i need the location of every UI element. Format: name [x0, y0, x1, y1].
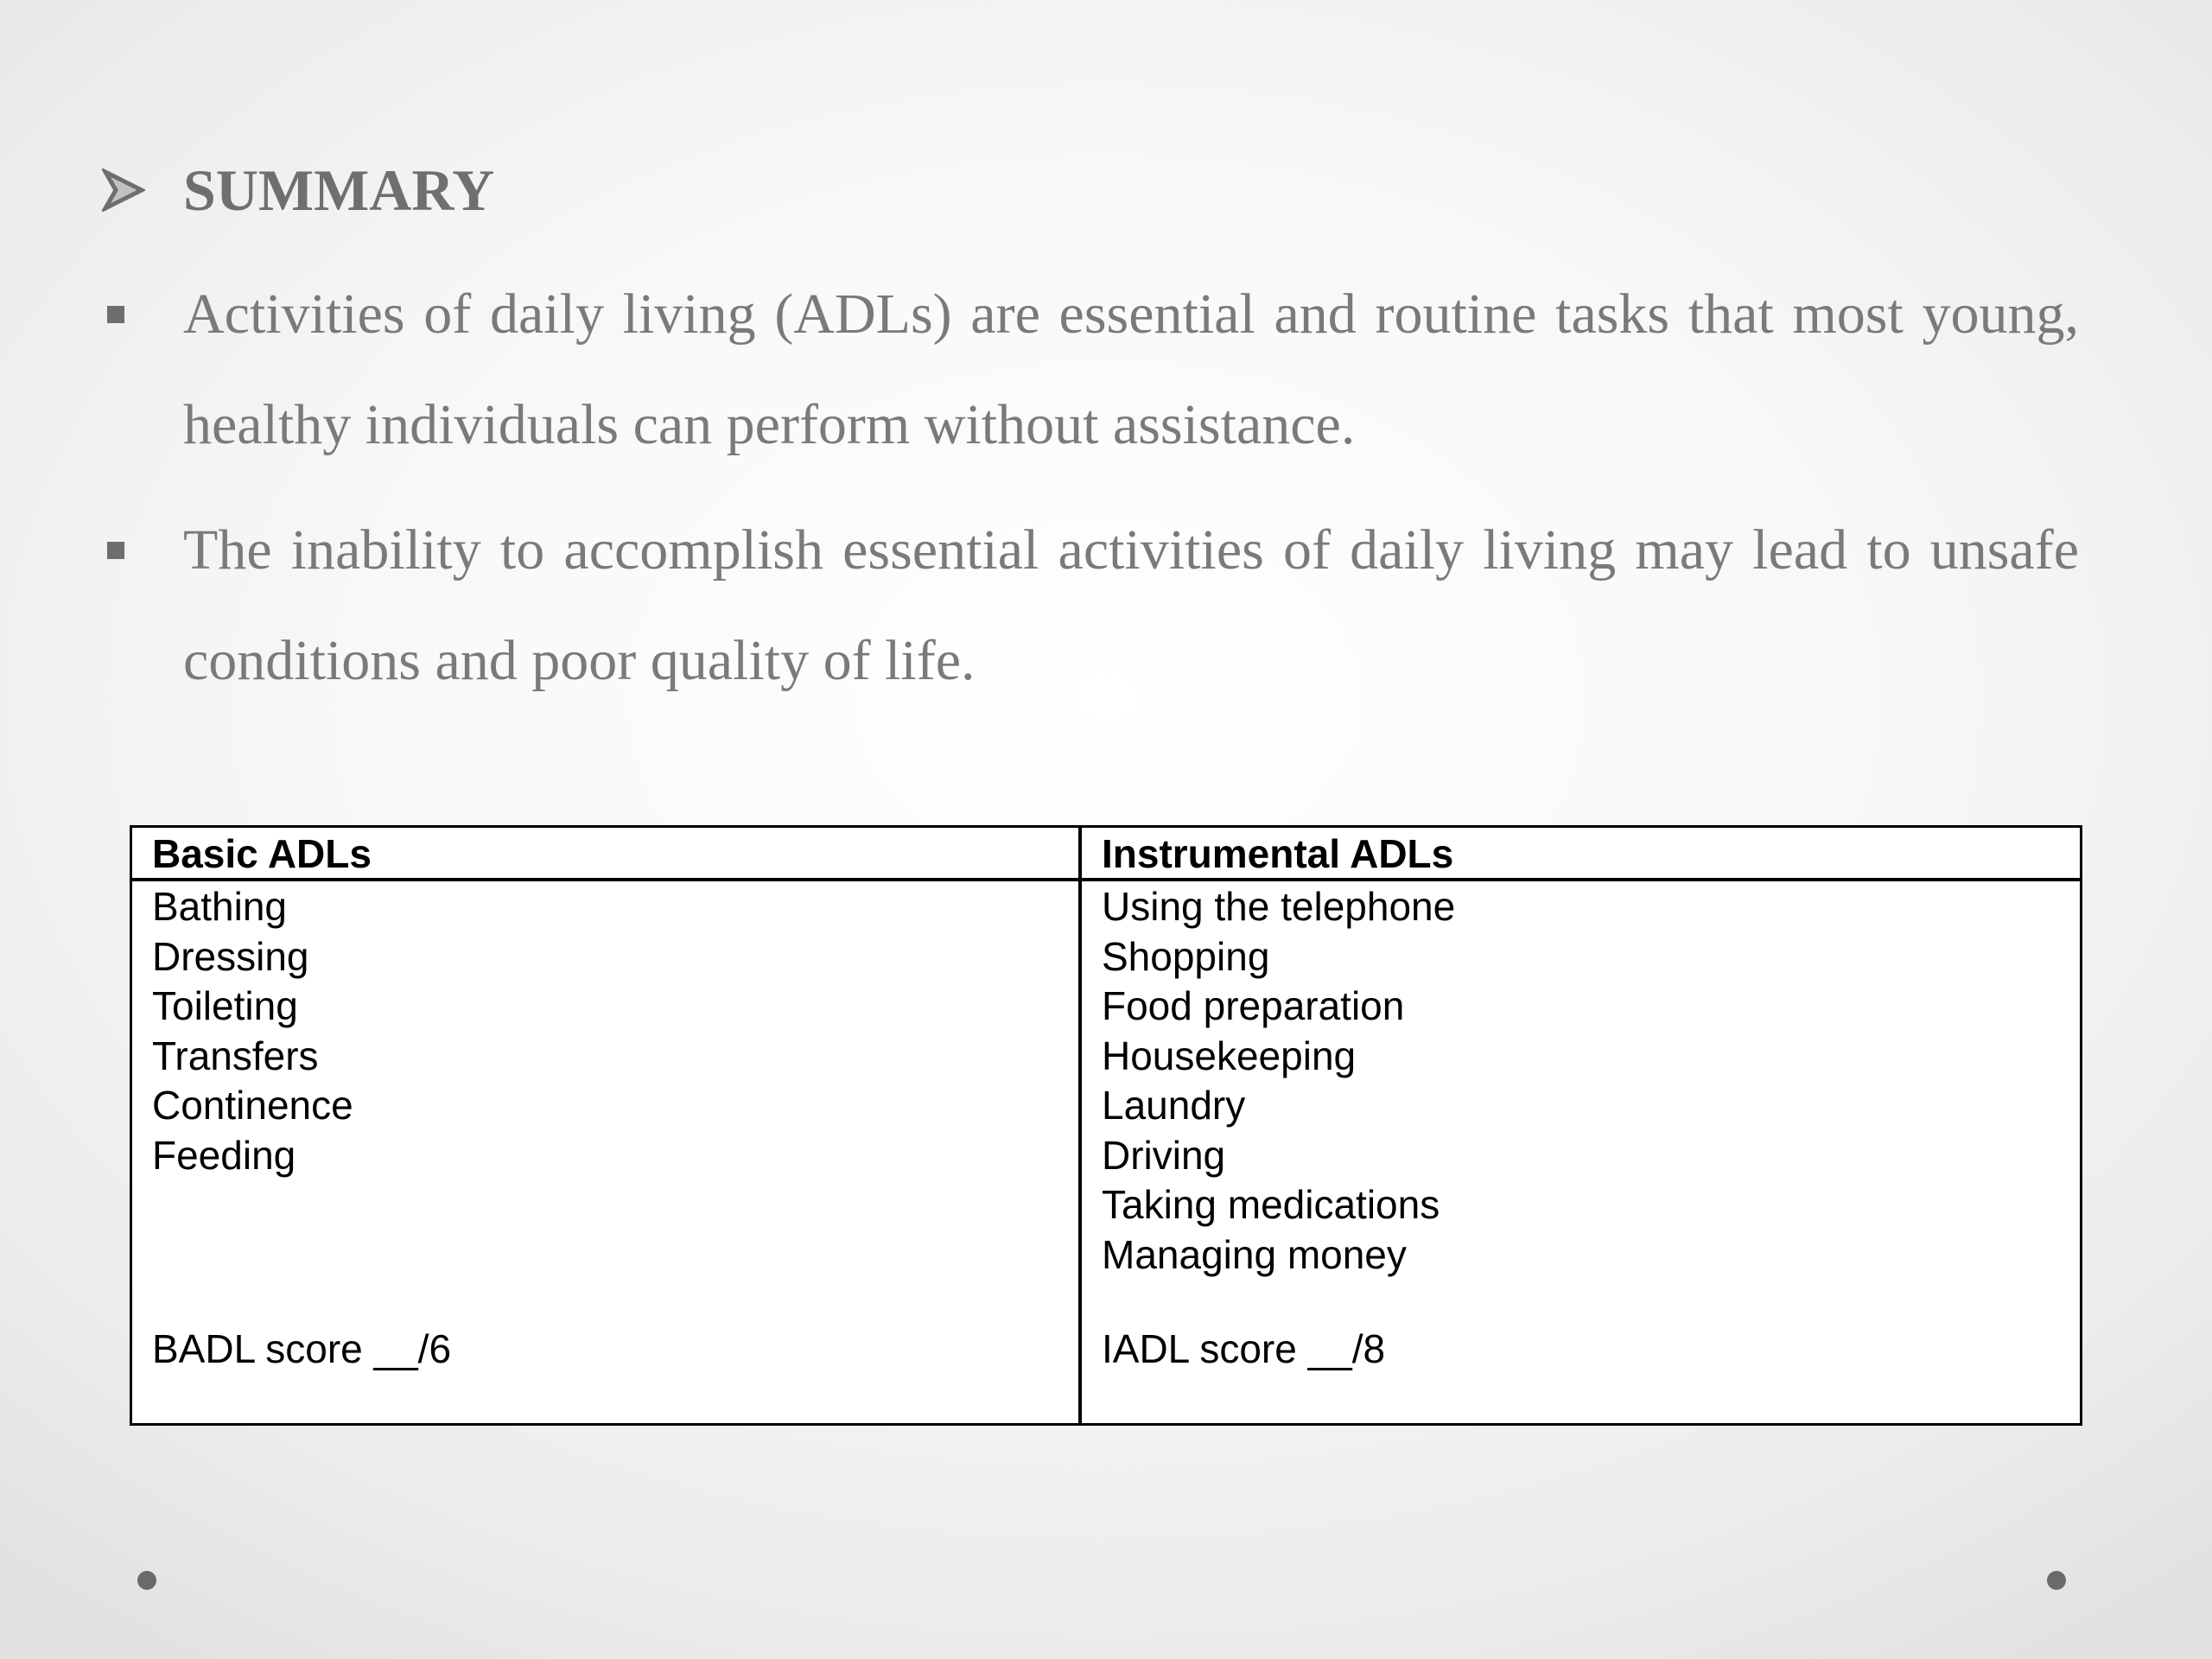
list-item: Food preparation: [1102, 983, 1405, 1028]
bullet-text: The inability to accomplish essential activities of daily living may lead to unsafe conditions and poor quality of life.: [183, 518, 2079, 692]
basic-adls-list: [152, 882, 353, 1180]
bullet-text: Activities of daily living (ADLs) are essential and routine tasks that most young, healthy individuals can perform without assistance.: [183, 283, 2079, 456]
column-divider: [1078, 828, 1082, 1423]
list-item: Using the telephone: [1102, 884, 1456, 929]
list-item: Housekeeping: [1102, 1033, 1357, 1078]
iadl-score: IADL score __/8: [1102, 1326, 1386, 1371]
list-item: Shopping: [1102, 933, 1270, 979]
column-header: Instrumental ADLs: [1102, 831, 1454, 876]
footer-dot-right: [2047, 1571, 2066, 1590]
instrumental-adls-list: [1102, 882, 1455, 1280]
list-item: Managing money: [1102, 1231, 1407, 1277]
list-item: Toileting: [152, 983, 298, 1028]
badl-score: BADL score __/6: [152, 1326, 452, 1371]
square-bullet-icon: [107, 542, 124, 559]
list-item: Taking medications: [1102, 1182, 1440, 1227]
list-item: Feeding: [152, 1132, 296, 1178]
header-divider: [132, 878, 2080, 881]
footer-dot-left: [137, 1571, 156, 1590]
summary-heading-text: SUMMARY: [183, 157, 495, 223]
arrowhead-bullet-icon: [102, 164, 145, 216]
list-item: Driving: [1102, 1132, 1226, 1178]
list-item: Laundry: [1102, 1083, 1246, 1128]
square-bullet-icon: [107, 306, 124, 323]
summary-heading: [102, 147, 495, 233]
list-item: Bathing: [152, 884, 288, 929]
column-header: Basic ADLs: [152, 831, 372, 876]
adl-table: [130, 825, 2082, 1426]
list-item: Continence: [152, 1083, 353, 1128]
list-item: Dressing: [152, 933, 309, 979]
list-item: Transfers: [152, 1033, 319, 1078]
